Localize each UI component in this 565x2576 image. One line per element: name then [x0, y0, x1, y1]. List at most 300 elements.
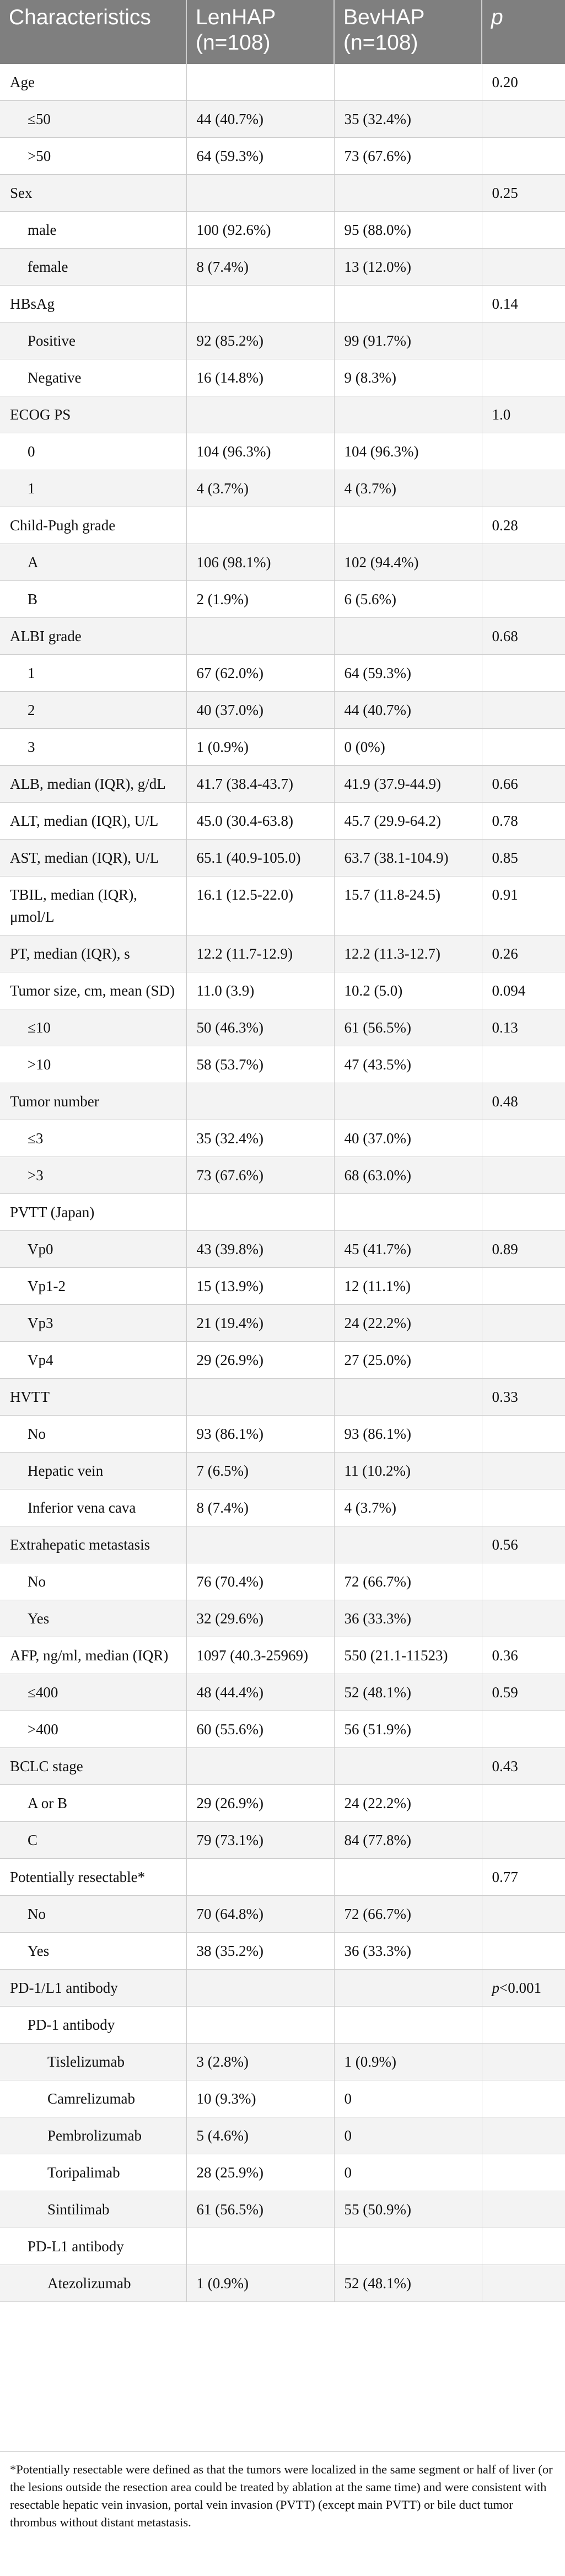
table-row — [0, 1489, 565, 1526]
table-row — [0, 1268, 565, 1305]
row-label: No — [0, 1563, 186, 1600]
lenhap-value: 15 (13.9%) — [186, 1268, 334, 1305]
table-row — [0, 1526, 565, 1563]
row-label: female — [0, 249, 186, 286]
lenhap-value: 10 (9.3%) — [186, 2080, 334, 2117]
lenhap-value — [186, 64, 334, 101]
bevhap-value: 102 (94.4%) — [334, 544, 482, 581]
bevhap-value: 95 (88.0%) — [334, 212, 482, 249]
table-row — [0, 1120, 565, 1157]
row-label: Sex — [0, 175, 186, 212]
table-row — [0, 1563, 565, 1600]
table-row — [0, 692, 565, 729]
row-label: ALT, median (IQR), U/L — [0, 803, 186, 840]
row-label: >10 — [0, 1046, 186, 1083]
p-value — [482, 1046, 565, 1083]
table-row — [0, 1785, 565, 1822]
p-value: 0.26 — [482, 935, 565, 972]
row-label: ≤50 — [0, 101, 186, 138]
table-row — [0, 1600, 565, 1637]
bevhap-value: 4 (3.7%) — [334, 1489, 482, 1526]
row-label: male — [0, 212, 186, 249]
lenhap-value — [186, 1859, 334, 1896]
table-row — [0, 1009, 565, 1046]
bevhap-value: 41.9 (37.9-44.9) — [334, 766, 482, 803]
lenhap-value: 32 (29.6%) — [186, 1600, 334, 1637]
row-label: Tislelizumab — [0, 2043, 186, 2080]
p-value — [482, 1822, 565, 1859]
row-label: Pembrolizumab — [0, 2117, 186, 2154]
table-row — [0, 840, 565, 876]
bevhap-value: 0 — [334, 2080, 482, 2117]
row-label: Yes — [0, 1933, 186, 1970]
p-value — [482, 2007, 565, 2043]
table-row — [0, 322, 565, 359]
bevhap-value: 64 (59.3%) — [334, 655, 482, 692]
row-label: A or B — [0, 1785, 186, 1822]
bevhap-value: 0 — [334, 2117, 482, 2154]
p-value — [482, 1489, 565, 1526]
bevhap-value — [334, 1379, 482, 1416]
lenhap-value: 104 (96.3%) — [186, 433, 334, 470]
bevhap-value: 52 (48.1%) — [334, 2265, 482, 2302]
table-row — [0, 1896, 565, 1933]
p-value — [482, 729, 565, 766]
lenhap-value: 43 (39.8%) — [186, 1231, 334, 1268]
p-value — [482, 692, 565, 729]
lenhap-value — [186, 2228, 334, 2265]
bevhap-value: 44 (40.7%) — [334, 692, 482, 729]
row-label: BCLC stage — [0, 1748, 186, 1785]
table-row — [0, 2117, 565, 2154]
bevhap-value: 40 (37.0%) — [334, 1120, 482, 1157]
p-threshold: <0.001 — [499, 1980, 541, 1996]
bevhap-value: 72 (66.7%) — [334, 1896, 482, 1933]
table-row — [0, 175, 565, 212]
p-value — [482, 2228, 565, 2265]
header-row — [0, 0, 565, 64]
lenhap-value: 40 (37.0%) — [186, 692, 334, 729]
lenhap-value: 44 (40.7%) — [186, 101, 334, 138]
p-value — [482, 581, 565, 618]
bevhap-value: 61 (56.5%) — [334, 1009, 482, 1046]
bevhap-value — [334, 396, 482, 433]
p-value — [482, 1120, 565, 1157]
lenhap-value: 48 (44.4%) — [186, 1674, 334, 1711]
row-label: B — [0, 581, 186, 618]
table-row — [0, 1379, 565, 1416]
bevhap-value: 63.7 (38.1-104.9) — [334, 840, 482, 876]
row-label: PT, median (IQR), s — [0, 935, 186, 972]
table-row — [0, 507, 565, 544]
table-row — [0, 2228, 565, 2265]
p-value — [482, 1896, 565, 1933]
lenhap-value — [186, 507, 334, 544]
table-row — [0, 138, 565, 175]
p-value: 0.33 — [482, 1379, 565, 1416]
lenhap-value: 8 (7.4%) — [186, 1489, 334, 1526]
lenhap-value: 21 (19.4%) — [186, 1305, 334, 1342]
p-value: 0.56 — [482, 1526, 565, 1563]
lenhap-value: 12.2 (11.7-12.9) — [186, 935, 334, 972]
p-value — [482, 1453, 565, 1489]
lenhap-value — [186, 1194, 334, 1231]
lenhap-value: 92 (85.2%) — [186, 322, 334, 359]
row-label: 2 — [0, 692, 186, 729]
bevhap-value: 13 (12.0%) — [334, 249, 482, 286]
row-label: Camrelizumab — [0, 2080, 186, 2117]
row-label: ≤10 — [0, 1009, 186, 1046]
table-row — [0, 470, 565, 507]
table-row — [0, 1157, 565, 1194]
p-value — [482, 1268, 565, 1305]
p-value: 0.77 — [482, 1859, 565, 1896]
lenhap-value: 2 (1.9%) — [186, 581, 334, 618]
table-row — [0, 249, 565, 286]
p-value — [482, 2265, 565, 2302]
p-value — [482, 1933, 565, 1970]
row-label: No — [0, 1896, 186, 1933]
bevhap-value: 12 (11.1%) — [334, 1268, 482, 1305]
row-label: Inferior vena cava — [0, 1489, 186, 1526]
lenhap-value: 76 (70.4%) — [186, 1563, 334, 1600]
row-label: ≤3 — [0, 1120, 186, 1157]
lenhap-value: 45.0 (30.4-63.8) — [186, 803, 334, 840]
p-value — [482, 2154, 565, 2191]
lenhap-value — [186, 1083, 334, 1120]
row-label: PD-1 antibody — [0, 2007, 186, 2043]
p-value: 0.78 — [482, 803, 565, 840]
p-value — [482, 1194, 565, 1231]
table-row — [0, 396, 565, 433]
row-label: Hepatic vein — [0, 1453, 186, 1489]
bevhap-value: 45 (41.7%) — [334, 1231, 482, 1268]
table-row — [0, 544, 565, 581]
bevhap-value: 10.2 (5.0) — [334, 972, 482, 1009]
lenhap-value: 4 (3.7%) — [186, 470, 334, 507]
lenhap-value — [186, 2007, 334, 2043]
lenhap-value: 28 (25.9%) — [186, 2154, 334, 2191]
row-label: HVTT — [0, 1379, 186, 1416]
lenhap-value: 16 (14.8%) — [186, 359, 334, 396]
table-body — [0, 64, 565, 2302]
table-row — [0, 1083, 565, 1120]
table-row — [0, 1637, 565, 1674]
table-row — [0, 2080, 565, 2117]
row-label: ALB, median (IQR), g/dL — [0, 766, 186, 803]
bevhap-value: 4 (3.7%) — [334, 470, 482, 507]
row-label: Atezolizumab — [0, 2265, 186, 2302]
lenhap-value: 58 (53.7%) — [186, 1046, 334, 1083]
lenhap-value: 29 (26.9%) — [186, 1785, 334, 1822]
row-label: TBIL, median (IQR), μmol/L — [0, 876, 186, 935]
bevhap-value — [334, 2007, 482, 2043]
row-label: ECOG PS — [0, 396, 186, 433]
row-label: Negative — [0, 359, 186, 396]
lenhap-value: 60 (55.6%) — [186, 1711, 334, 1748]
p-value: 1.0 — [482, 396, 565, 433]
row-label: Tumor number — [0, 1083, 186, 1120]
row-label: PD-1/L1 antibody — [0, 1970, 186, 2007]
bevhap-value: 24 (22.2%) — [334, 1305, 482, 1342]
bevhap-value: 93 (86.1%) — [334, 1416, 482, 1453]
bevhap-value: 47 (43.5%) — [334, 1046, 482, 1083]
row-label: C — [0, 1822, 186, 1859]
row-label: 3 — [0, 729, 186, 766]
table-row — [0, 972, 565, 1009]
table-row — [0, 1822, 565, 1859]
table-row — [0, 876, 565, 935]
lenhap-value: 3 (2.8%) — [186, 2043, 334, 2080]
lenhap-value: 50 (46.3%) — [186, 1009, 334, 1046]
bevhap-value — [334, 175, 482, 212]
bevhap-value: 73 (67.6%) — [334, 138, 482, 175]
row-label: ≤400 — [0, 1674, 186, 1711]
p-symbol: p — [492, 1980, 499, 1996]
p-value: 0.66 — [482, 766, 565, 803]
bevhap-value: 45.7 (29.9-64.2) — [334, 803, 482, 840]
p-value — [482, 1157, 565, 1194]
table-row — [0, 803, 565, 840]
table-row — [0, 64, 565, 101]
row-label: >400 — [0, 1711, 186, 1748]
bevhap-value — [334, 1526, 482, 1563]
table-row — [0, 1933, 565, 1970]
lenhap-value: 8 (7.4%) — [186, 249, 334, 286]
bevhap-value: 36 (33.3%) — [334, 1933, 482, 1970]
row-label: 0 — [0, 433, 186, 470]
header-characteristics: Characteristics — [0, 0, 186, 64]
p-value — [482, 544, 565, 581]
p-value — [482, 1563, 565, 1600]
lenhap-value: 1 (0.9%) — [186, 2265, 334, 2302]
p-value: 0.25 — [482, 175, 565, 212]
row-label: HBsAg — [0, 286, 186, 322]
table-row — [0, 101, 565, 138]
header-p-value: p — [482, 0, 565, 64]
p-value: 0.094 — [482, 972, 565, 1009]
table-row — [0, 2154, 565, 2191]
row-label: Potentially resectable* — [0, 1859, 186, 1896]
bevhap-value — [334, 1083, 482, 1120]
table-row — [0, 655, 565, 692]
p-value: 0.68 — [482, 618, 565, 655]
lenhap-value — [186, 1526, 334, 1563]
table-row — [0, 2265, 565, 2302]
header-lenhap: LenHAP (n=108) — [186, 0, 334, 64]
bevhap-value: 15.7 (11.8-24.5) — [334, 876, 482, 935]
lenhap-value: 64 (59.3%) — [186, 138, 334, 175]
bevhap-value — [334, 507, 482, 544]
p-value — [482, 249, 565, 286]
table-row — [0, 1416, 565, 1453]
row-label: >3 — [0, 1157, 186, 1194]
table-row — [0, 1342, 565, 1379]
table-row — [0, 766, 565, 803]
bevhap-value: 11 (10.2%) — [334, 1453, 482, 1489]
p-value: 0.28 — [482, 507, 565, 544]
bevhap-value: 6 (5.6%) — [334, 581, 482, 618]
lenhap-value: 35 (32.4%) — [186, 1120, 334, 1157]
lenhap-value: 11.0 (3.9) — [186, 972, 334, 1009]
lenhap-value: 38 (35.2%) — [186, 1933, 334, 1970]
bevhap-value: 52 (48.1%) — [334, 1674, 482, 1711]
row-label: Toripalimab — [0, 2154, 186, 2191]
bevhap-value: 55 (50.9%) — [334, 2191, 482, 2228]
row-label: Extrahepatic metastasis — [0, 1526, 186, 1563]
table-row — [0, 935, 565, 972]
row-label: No — [0, 1416, 186, 1453]
bevhap-value — [334, 1748, 482, 1785]
row-label: PD-L1 antibody — [0, 2228, 186, 2265]
lenhap-value: 16.1 (12.5-22.0) — [186, 876, 334, 935]
lenhap-value — [186, 1970, 334, 2007]
table-row — [0, 1194, 565, 1231]
lenhap-value — [186, 618, 334, 655]
row-label: 1 — [0, 655, 186, 692]
bevhap-value: 84 (77.8%) — [334, 1822, 482, 1859]
lenhap-value — [186, 396, 334, 433]
p-value: 0.59 — [482, 1674, 565, 1711]
p-value — [482, 2080, 565, 2117]
p-value — [482, 2117, 565, 2154]
p-value — [482, 2043, 565, 2080]
p-value — [482, 1711, 565, 1748]
lenhap-value: 79 (73.1%) — [186, 1822, 334, 1859]
bevhap-value — [334, 1859, 482, 1896]
p-value — [482, 1342, 565, 1379]
bevhap-value: 24 (22.2%) — [334, 1785, 482, 1822]
p-value — [482, 359, 565, 396]
p-value: 0.36 — [482, 1637, 565, 1674]
bevhap-value: 0 — [334, 2154, 482, 2191]
row-label: Child-Pugh grade — [0, 507, 186, 544]
row-label: PVTT (Japan) — [0, 1194, 186, 1231]
row-label: Positive — [0, 322, 186, 359]
p-value — [482, 655, 565, 692]
bevhap-value: 72 (66.7%) — [334, 1563, 482, 1600]
table-row — [0, 1305, 565, 1342]
lenhap-value — [186, 1748, 334, 1785]
row-label: Vp0 — [0, 1231, 186, 1268]
table-header — [0, 0, 565, 64]
lenhap-value: 41.7 (38.4-43.7) — [186, 766, 334, 803]
p-value — [482, 1785, 565, 1822]
p-value: 0.89 — [482, 1231, 565, 1268]
lenhap-value: 65.1 (40.9-105.0) — [186, 840, 334, 876]
table-row — [0, 286, 565, 322]
table-row — [0, 581, 565, 618]
p-value: 0.13 — [482, 1009, 565, 1046]
table-row — [0, 212, 565, 249]
bevhap-value: 27 (25.0%) — [334, 1342, 482, 1379]
table-row — [0, 1046, 565, 1083]
table-row — [0, 1231, 565, 1268]
lenhap-value: 29 (26.9%) — [186, 1342, 334, 1379]
p-value: 0.43 — [482, 1748, 565, 1785]
lenhap-value: 5 (4.6%) — [186, 2117, 334, 2154]
row-label: Vp1-2 — [0, 1268, 186, 1305]
p-value — [482, 212, 565, 249]
bevhap-value: 1 (0.9%) — [334, 2043, 482, 2080]
table-row — [0, 2191, 565, 2228]
row-label: AFP, ng/ml, median (IQR) — [0, 1637, 186, 1674]
bevhap-value — [334, 2228, 482, 2265]
table-footnote: *Potentially resectable were defined as that the tumors were localized in the same segment or half of liver (or the lesions outside the resection area could be treated by ablation at the same time) and were consistent with resectable hepatic vein invasion, portal vein invasion (PVTT) (except main PVTT) or bile duct tumor thrombus without distant metastasis. — [0, 2451, 565, 2531]
lenhap-value — [186, 1379, 334, 1416]
row-label: Yes — [0, 1600, 186, 1637]
p-value — [482, 1970, 565, 2007]
row-label: Sintilimab — [0, 2191, 186, 2228]
p-value — [482, 322, 565, 359]
lenhap-value: 100 (92.6%) — [186, 212, 334, 249]
p-value — [482, 101, 565, 138]
bevhap-value: 56 (51.9%) — [334, 1711, 482, 1748]
row-label: AST, median (IQR), U/L — [0, 840, 186, 876]
lenhap-value: 7 (6.5%) — [186, 1453, 334, 1489]
row-label: A — [0, 544, 186, 581]
bevhap-value — [334, 618, 482, 655]
bevhap-value: 9 (8.3%) — [334, 359, 482, 396]
header-bevhap: BevHAP (n=108) — [334, 0, 482, 64]
row-label: Vp4 — [0, 1342, 186, 1379]
p-value — [482, 1600, 565, 1637]
p-value: 0.85 — [482, 840, 565, 876]
p-value: 0.20 — [482, 64, 565, 101]
row-label: ALBI grade — [0, 618, 186, 655]
lenhap-value — [186, 286, 334, 322]
row-label: >50 — [0, 138, 186, 175]
table-row — [0, 1748, 565, 1785]
p-value — [482, 470, 565, 507]
bevhap-value: 0 (0%) — [334, 729, 482, 766]
bevhap-value: 36 (33.3%) — [334, 1600, 482, 1637]
lenhap-value: 70 (64.8%) — [186, 1896, 334, 1933]
table-row — [0, 2007, 565, 2043]
bevhap-value: 550 (21.1-11523) — [334, 1637, 482, 1674]
bevhap-value — [334, 286, 482, 322]
lenhap-value — [186, 175, 334, 212]
p-value: 0.14 — [482, 286, 565, 322]
table-row — [0, 1859, 565, 1896]
lenhap-value: 93 (86.1%) — [186, 1416, 334, 1453]
table-row — [0, 433, 565, 470]
p-value: 0.48 — [482, 1083, 565, 1120]
table-row — [0, 1674, 565, 1711]
table-row — [0, 2043, 565, 2080]
table-row — [0, 1711, 565, 1748]
p-value — [482, 2191, 565, 2228]
p-value — [482, 433, 565, 470]
bevhap-value: 12.2 (11.3-12.7) — [334, 935, 482, 972]
row-label: Tumor size, cm, mean (SD) — [0, 972, 186, 1009]
p-value: 0.91 — [482, 876, 565, 935]
lenhap-value: 106 (98.1%) — [186, 544, 334, 581]
p-value — [482, 138, 565, 175]
table-row — [0, 359, 565, 396]
lenhap-value: 67 (62.0%) — [186, 655, 334, 692]
row-label: Age — [0, 64, 186, 101]
p-value — [482, 1305, 565, 1342]
bevhap-value — [334, 1970, 482, 2007]
bevhap-value: 35 (32.4%) — [334, 101, 482, 138]
lenhap-value: 61 (56.5%) — [186, 2191, 334, 2228]
bevhap-value: 99 (91.7%) — [334, 322, 482, 359]
bevhap-value — [334, 64, 482, 101]
lenhap-value: 1097 (40.3-25969) — [186, 1637, 334, 1674]
table-row — [0, 1970, 565, 2007]
lenhap-value: 1 (0.9%) — [186, 729, 334, 766]
